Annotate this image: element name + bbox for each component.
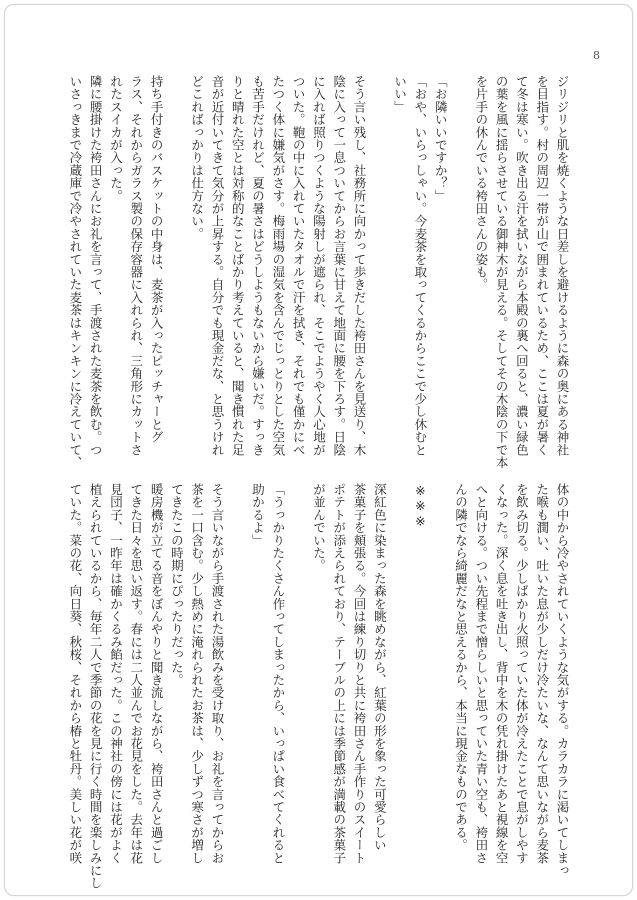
- paragraph-gap: [166, 75, 186, 450]
- text-line: れたスイカが入った。: [108, 75, 124, 202]
- text-line: ついた。鞄の中に入れていたタオルで汗を拭き、それでも僅かにべ: [291, 75, 307, 456]
- paragraph-gap: [227, 483, 247, 846]
- text-line: た喉も潤い、吐いた息が少しだけ冷たいな、なんて思いながら麦茶: [534, 483, 550, 864]
- text-line: ていた。菜の花、向日葵、秋桜、それから椿と牡丹。美しい花が咲: [67, 483, 83, 864]
- lower-text-block: [65, 483, 572, 890]
- text-line: たつく体に嫌気がさす。梅雨場の湿気を含んでじっとりとした空気: [270, 75, 286, 456]
- paragraph-gap: [369, 75, 389, 450]
- text-line: を飲み切る。少しばかり火照っていた体が冷えたことで息がしやす: [514, 483, 530, 864]
- text-line: 助かるよ」: [250, 483, 266, 547]
- text-line: りと晴れた空とは対称的なことばかり考えていると、聞き慣れた足: [230, 75, 246, 456]
- text-line: 見団子、一昨年は確かくるみ餡だった。この神社の傍には花がよく: [108, 483, 124, 864]
- text-line: を目指す。村の周辺一帯が山で囲まれているため、ここは夏が暑く: [534, 75, 550, 456]
- text-line: そう言い残し、社務所に向かって歩きだした袴田さんを見送り、木: [352, 75, 368, 456]
- text-line: へと向ける。つい先程まで憎らしいと思っていた青い空も、袴田さ: [473, 483, 489, 864]
- paragraph-gap: [450, 75, 470, 450]
- page-number: 8: [593, 49, 600, 62]
- text-line: ※※※: [412, 483, 428, 529]
- text-line: が並んでいた。: [311, 483, 327, 572]
- text-line: て冬は寒い。吹き出る汗を拭いながら本殿の裏へ回ると、濃い緑色: [514, 75, 530, 456]
- text-line: の葉を風に揺らさせている御神木が見える。そしてその木陰の下で本: [494, 75, 510, 469]
- text-line: 体の中から冷やされていくような気がする。カラカラに渇いてしまっ: [555, 483, 570, 877]
- text-line: 茶菓子を頬張る。今回は練り切りと共に袴田さん手作りのスイート: [352, 483, 368, 864]
- text-line: 暖房機が立てる音をぼんやりと聞き流しながら、袴田さんと過ごし: [149, 483, 165, 864]
- text-line: ジリジリと肌を焼くような日差しを避けるように森の奥にある神社: [555, 75, 570, 456]
- text-line: いさっきまで冷蔵庫で冷やされていた麦茶はキンキンに冷えていて、: [67, 75, 83, 469]
- text-line: 「お隣いいですか？」: [433, 75, 449, 202]
- text-line: 陰に入って一息ついてからお言葉に甘えて地面に腰を下ろす。日陰: [331, 75, 347, 456]
- text-line: 持ち手付きのバスケットの中身は、麦茶が入ったピッチャーとグ: [149, 75, 165, 444]
- text-line: んの隣でなら綺麗だなと思えるから、本当に現金なものである。: [453, 483, 469, 852]
- text-line: いい」: [392, 75, 408, 114]
- text-line: 深紅色に染まった森を眺めながら、紅葉の形を象った可愛らしい: [372, 483, 388, 852]
- text-line: に入れば照りつくような陽射しが遮られ、そこでようやく人心地が: [311, 75, 327, 456]
- text-line: てきた日々を思い返す。春には二人並んでお花見をした。去年は花: [128, 483, 144, 864]
- text-line: 「うっかりたくさん作ってしまったから、いっぱい食べてくれると: [270, 483, 286, 864]
- text-line: ポテトが添えられており、テーブルの上には季節感が満載の茶菓子: [331, 483, 347, 864]
- text-line: も苦手だけれど、夏の暑さはどうしようもないから嫌いだ。すっき: [250, 75, 266, 456]
- text-line: 茶を一口含む。少し熱めに淹れられたお茶は、少しずつ寒さが増し: [189, 483, 205, 864]
- text-line: 「おや、いらっしゃい。今麦茶を取ってくるからここで少し休むと: [412, 75, 428, 456]
- text-line: 音が近付いてきて気分が上昇する。自分でも現金だな、と思うけれ: [209, 75, 225, 456]
- paragraph-gap: [389, 483, 409, 846]
- text-line: 隣に腰掛けた袴田さんにお礼を言って、手渡された麦茶を飲む。つ: [88, 75, 104, 456]
- text-line: 植えられているから、毎年二人で季節の花を見に行く時間を楽しみにし: [88, 483, 104, 890]
- document-page: [4, 4, 633, 896]
- paragraph-gap: [288, 483, 308, 846]
- text-line: てきたこの時期にぴったりだった。: [169, 483, 185, 687]
- upper-text-block: [65, 75, 572, 469]
- text-line: どこればっかりは仕方ない。: [189, 75, 205, 241]
- text-line: くなった。深く息を吐き出し、背中を木の凭れ掛けたあと視線を空: [494, 483, 510, 864]
- text-line: ラス、それからガラス製の保存容器に入れられ、三角形にカットさ: [128, 75, 144, 456]
- text-line: そう言いながら手渡された湯飲みを受け取り、お礼を言ってからお: [209, 483, 225, 864]
- paragraph-gap: [430, 483, 450, 846]
- text-line: を片手の休んでいる袴田さんの姿も。: [473, 75, 489, 291]
